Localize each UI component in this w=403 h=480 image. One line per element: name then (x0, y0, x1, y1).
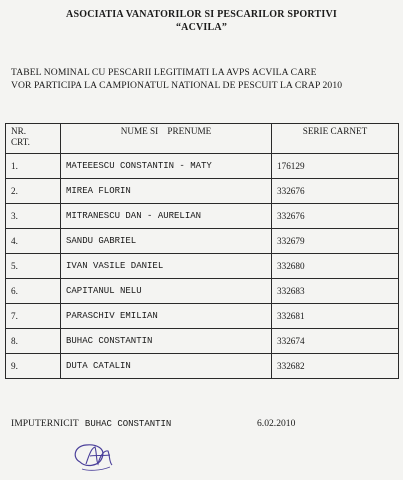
card-series: 332683 (272, 279, 399, 304)
row-number: 1. (6, 154, 61, 179)
header-name: NUME SI PRENUME (61, 124, 272, 154)
card-series: 332680 (272, 254, 399, 279)
card-series: 332679 (272, 229, 399, 254)
participant-name: SANDU GABRIEL (61, 229, 272, 254)
row-number: 9. (6, 354, 61, 379)
participants-table (5, 123, 399, 379)
table-row (6, 154, 399, 179)
row-number: 8. (6, 329, 61, 354)
org-subname: “ACVILA” (175, 22, 228, 33)
card-series: 332682 (272, 354, 399, 379)
card-series: 332681 (272, 304, 399, 329)
table-row (6, 229, 399, 254)
card-series: 332676 (272, 179, 399, 204)
header-nr: NR. (11, 126, 27, 136)
participant-name: BUHAC CONSTANTIN (61, 329, 272, 354)
header-crt: CRT. (11, 137, 30, 147)
document-date: 6.02.2010 (257, 418, 296, 429)
signature (66, 438, 126, 474)
table-row (6, 204, 399, 229)
table-row (6, 304, 399, 329)
participant-name: DUTA CATALIN (61, 354, 272, 379)
org-name: ASOCIATIA VANATORILOR SI PESCARILOR SPORTIVI (66, 9, 337, 20)
intro-line-2: VOR PARTICIPA LA CAMPIONATUL NATIONAL DE PESCUIT LA CRAP 2010 (11, 80, 343, 91)
table-row (6, 254, 399, 279)
footer (11, 418, 401, 429)
card-series: 332676 (272, 204, 399, 229)
participant-name: MATEEESCU CONSTANTIN - MATY (61, 154, 272, 179)
row-number: 5. (6, 254, 61, 279)
participant-name: MITRANESCU DAN - AURELIAN (61, 204, 272, 229)
row-number: 3. (6, 204, 61, 229)
table-row (6, 354, 399, 379)
participant-name: IVAN VASILE DANIEL (61, 254, 272, 279)
header-nr-crt (6, 124, 61, 154)
row-number: 4. (6, 229, 61, 254)
header-serie: SERIE CARNET (272, 124, 399, 154)
table-body (6, 154, 399, 379)
row-number: 2. (6, 179, 61, 204)
row-number: 6. (6, 279, 61, 304)
card-series: 176129 (272, 154, 399, 179)
footer-label: IMPUTERNICIT (11, 418, 79, 429)
org-title (0, 8, 403, 34)
table-row (6, 179, 399, 204)
table-row (6, 329, 399, 354)
table-header-row (6, 124, 399, 154)
participant-name: CAPITANUL NELU (61, 279, 272, 304)
card-series: 332674 (272, 329, 399, 354)
authorized-person: BUHAC CONSTANTIN (84, 419, 172, 429)
table-row (6, 279, 399, 304)
table-intro (11, 66, 396, 92)
intro-line-1: TABEL NOMINAL CU PESCARII LEGITIMATI LA AVPS ACVILA CARE (11, 67, 317, 78)
row-number: 7. (6, 304, 61, 329)
participant-name: MIREA FLORIN (61, 179, 272, 204)
participant-name: PARASCHIV EMILIAN (61, 304, 272, 329)
